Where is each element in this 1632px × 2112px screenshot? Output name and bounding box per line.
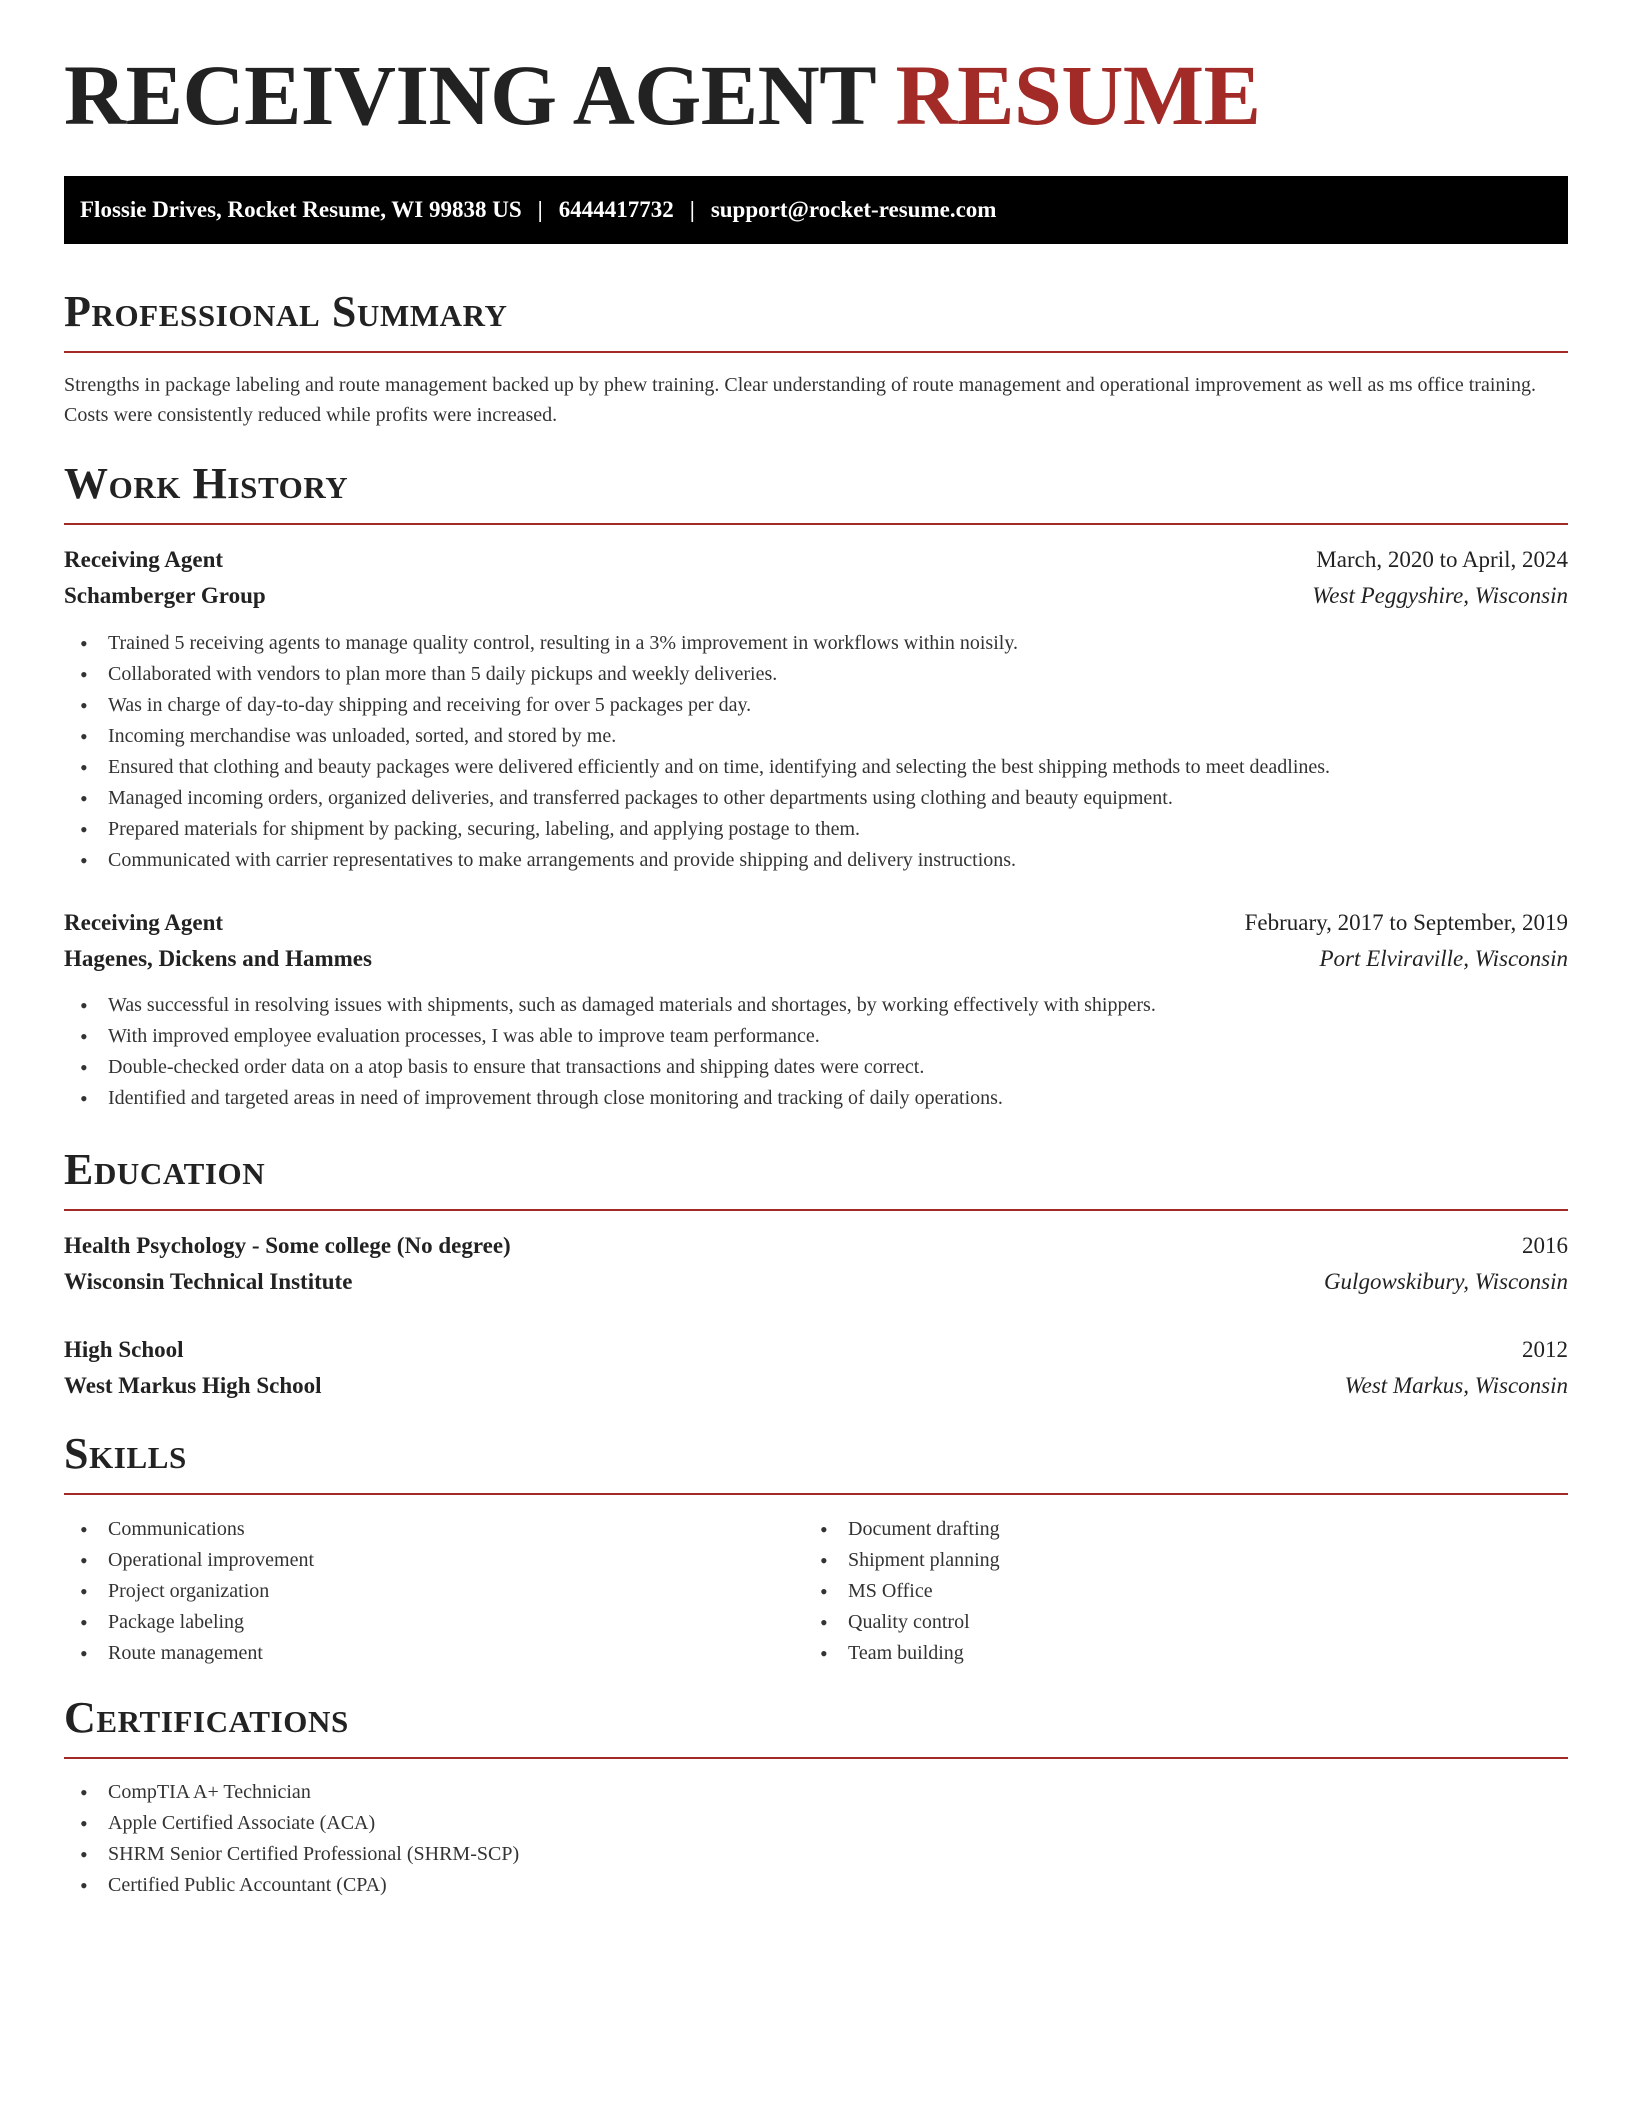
job-title: Receiving Agent: [64, 547, 224, 572]
education-subheader: [64, 1369, 1568, 1403]
job-company: Schamberger Group: [64, 583, 266, 608]
job-dates: February, 2017 to September, 2019: [1244, 910, 1568, 935]
job-location: West Peggyshire, Wisconsin: [1312, 583, 1568, 608]
section-title-skills: Skills: [64, 1429, 187, 1478]
education-year: 2016: [1522, 1233, 1568, 1258]
skill-item: • Team building: [804, 1638, 1000, 1669]
section-title-certifications: Certifications: [64, 1693, 349, 1742]
list-item: • Collaborated with vendors to plan more than 5 daily pickups and weekly deliveries.: [64, 659, 1330, 690]
job-company: Hagenes, Dickens and Hammes: [64, 946, 372, 971]
skill-item: • Package labeling: [64, 1607, 314, 1638]
job-bullets: [64, 990, 1156, 1114]
education-school: Wisconsin Technical Institute: [64, 1269, 353, 1294]
section-title-work-history: Work History: [64, 459, 349, 508]
resume-title: [64, 47, 1261, 143]
job-header: [64, 906, 1568, 940]
list-item: • Double-checked order data on a atop basis to ensure that transactions and shipping dates were correct.: [64, 1052, 1156, 1083]
list-item: • Communicated with carrier representatives to make arrangements and provide shipping and delivery instructions.: [64, 845, 1330, 876]
job-subheader: [64, 579, 1568, 613]
education-degree: Health Psychology - Some college (No degree): [64, 1233, 511, 1258]
summary-text: Strengths in package labeling and route management backed up by phew training. Clear understanding of route management and operational improvement as well as ms office training. Costs were consistently reduced while profits were increased.: [64, 374, 1536, 426]
skill-item: • Shipment planning: [804, 1545, 1000, 1576]
list-item: • Was in charge of day-to-day shipping and receiving for over 5 packages per day.: [64, 690, 1330, 721]
skills-list-right: [804, 1514, 1000, 1669]
contact-bar: [64, 176, 1568, 244]
contact-separator: |: [689, 197, 695, 222]
contact-separator: |: [537, 197, 543, 222]
section-divider: [64, 523, 1568, 525]
section-divider: [64, 1757, 1568, 1759]
list-item: • Ensured that clothing and beauty packages were delivered efficiently and on time, identifying and selecting the best shipping methods to meet deadlines.: [64, 752, 1330, 783]
list-item: • Incoming merchandise was unloaded, sorted, and stored by me.: [64, 721, 1330, 752]
job-dates: March, 2020 to April, 2024: [1316, 547, 1568, 572]
contact-phone: 6444417732: [558, 197, 674, 222]
list-item: • Prepared materials for shipment by packing, securing, labeling, and applying postage to them.: [64, 814, 1330, 845]
list-item: • Trained 5 receiving agents to manage quality control, resulting in a 3% improvement in workflows within noisily.: [64, 628, 1330, 659]
list-item: • Identified and targeted areas in need of improvement through close monitoring and tracking of daily operations.: [64, 1083, 1156, 1114]
education-subheader: [64, 1265, 1568, 1299]
section-divider: [64, 1209, 1568, 1211]
section-divider: [64, 1493, 1568, 1495]
contact-address: Flossie Drives, Rocket Resume, WI 99838 US: [80, 197, 522, 222]
education-degree: High School: [64, 1337, 184, 1362]
list-item: • With improved employee evaluation processes, I was able to improve team performance.: [64, 1021, 1156, 1052]
certification-item: • Apple Certified Associate (ACA): [64, 1808, 519, 1839]
contact-email: support@rocket-resume.com: [710, 197, 997, 222]
skill-item: • Communications: [64, 1514, 314, 1545]
education-location: Gulgowskibury, Wisconsin: [1323, 1269, 1568, 1294]
job-subheader: [64, 942, 1568, 976]
section-title-education: Education: [64, 1145, 266, 1194]
skill-item: • Operational improvement: [64, 1545, 314, 1576]
list-item: • Managed incoming orders, organized deliveries, and transferred packages to other departments using clothing and beauty equipment.: [64, 783, 1330, 814]
skill-item: • Project organization: [64, 1576, 314, 1607]
education-header: [64, 1229, 1568, 1263]
certification-item: • Certified Public Accountant (CPA): [64, 1870, 519, 1901]
title-main: RECEIVING AGENT: [64, 47, 875, 143]
list-item: • Was successful in resolving issues with shipments, such as damaged materials and shortages, by working effectively with shippers.: [64, 990, 1156, 1021]
skill-item: • MS Office: [804, 1576, 1000, 1607]
job-bullets: [64, 628, 1330, 876]
skill-item: • Quality control: [804, 1607, 1000, 1638]
skill-item: • Route management: [64, 1638, 314, 1669]
education-year: 2012: [1522, 1337, 1568, 1362]
skill-item: • Document drafting: [804, 1514, 1000, 1545]
section-divider: [64, 351, 1568, 353]
section-title-summary: Professional Summary: [64, 287, 508, 336]
education-header: [64, 1333, 1568, 1367]
certifications-list: [64, 1777, 519, 1901]
certification-item: • SHRM Senior Certified Professional (SHRM-SCP): [64, 1839, 519, 1870]
job-header: [64, 543, 1568, 577]
skills-list-left: [64, 1514, 314, 1669]
job-title: Receiving Agent: [64, 910, 224, 935]
job-location: Port Elviraville, Wisconsin: [1319, 946, 1568, 971]
certification-item: • CompTIA A+ Technician: [64, 1777, 519, 1808]
education-location: West Markus, Wisconsin: [1344, 1373, 1568, 1398]
title-accent: RESUME: [895, 47, 1261, 143]
education-school: West Markus High School: [64, 1373, 322, 1398]
